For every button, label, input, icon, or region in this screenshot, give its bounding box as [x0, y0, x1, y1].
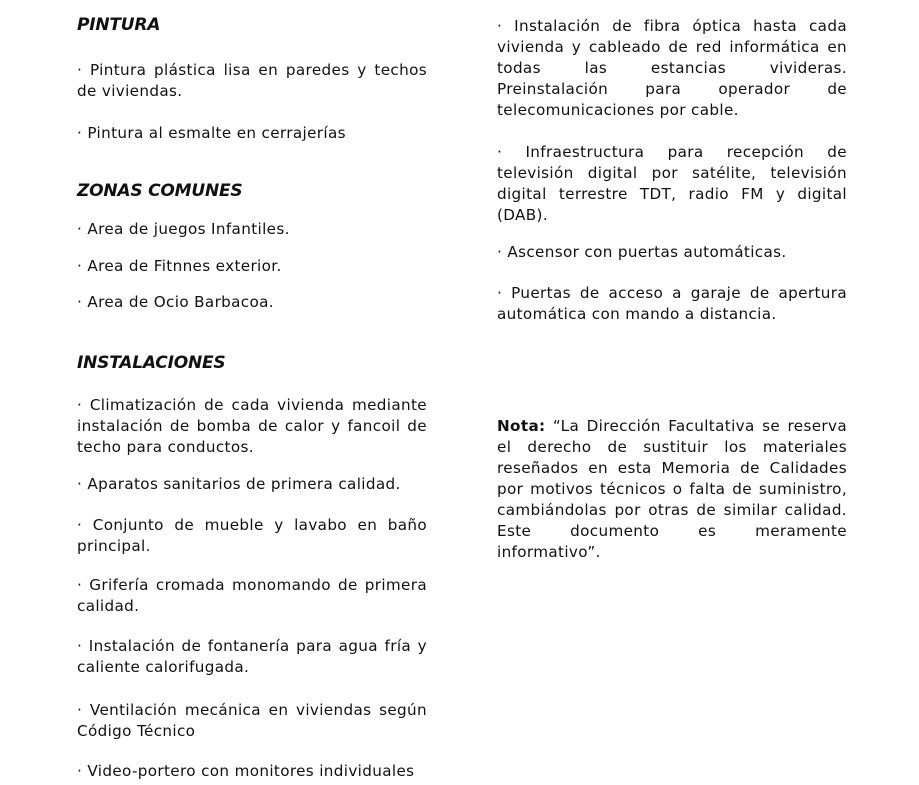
- list-item: · Conjunto de mueble y lavabo en baño principal.: [77, 516, 427, 555]
- section-heading-zonas-comunes: ZONAS COMUNES: [77, 181, 243, 201]
- disclaimer-note: [497, 416, 847, 563]
- list-item: · Area de juegos Infantiles.: [77, 220, 290, 238]
- list-item: · Ventilación mecánica en viviendas según Código Técnico: [77, 701, 427, 740]
- list-item: · Video-portero con monitores individuales: [77, 762, 415, 780]
- list-item: · Pintura al esmalte en cerrajerías: [77, 124, 346, 142]
- list-item: · Aparatos sanitarios de primera calidad.: [77, 475, 401, 493]
- list-item: · Area de Fitnnes exterior.: [77, 257, 282, 275]
- list-item: · Grifería cromada monomando de primera calidad.: [77, 576, 427, 615]
- list-item: · Area de Ocio Barbacoa.: [77, 293, 274, 311]
- list-item: · Puertas de acceso a garaje de apertura automática con mando a distancia.: [497, 284, 847, 323]
- list-item: · Infraestructura para recepción de televisión digital por satélite, televisión digital terrestre TDT, radio FM y digital (DAB).: [497, 143, 847, 224]
- list-item: · Climatización de cada vivienda mediante instalación de bomba de calor y fancoil de techo para conductos.: [77, 396, 427, 456]
- list-item: · Instalación de fontanería para agua fría y caliente calorifugada.: [77, 637, 427, 676]
- list-item: · Instalación de fibra óptica hasta cada vivienda y cableado de red informática en todas las estancias vivideras. Preinstalación para operador de telecomunicaciones por cable.: [497, 17, 847, 119]
- note-text: “La Dirección Facultativa se reserva el derecho de sustituir los materiales reseñados en esta Memoria de Calidades por motivos técnicos o falta de suministro, cambiándolas por otras de similar calidad. Este documento es meramente informativo”.: [497, 417, 847, 561]
- note-label: Nota:: [497, 417, 546, 435]
- list-item: · Pintura plástica lisa en paredes y techos de viviendas.: [77, 61, 427, 100]
- section-heading-instalaciones: INSTALACIONES: [77, 353, 226, 373]
- section-heading-pintura: PINTURA: [77, 15, 161, 35]
- list-item: · Ascensor con puertas automáticas.: [497, 243, 787, 261]
